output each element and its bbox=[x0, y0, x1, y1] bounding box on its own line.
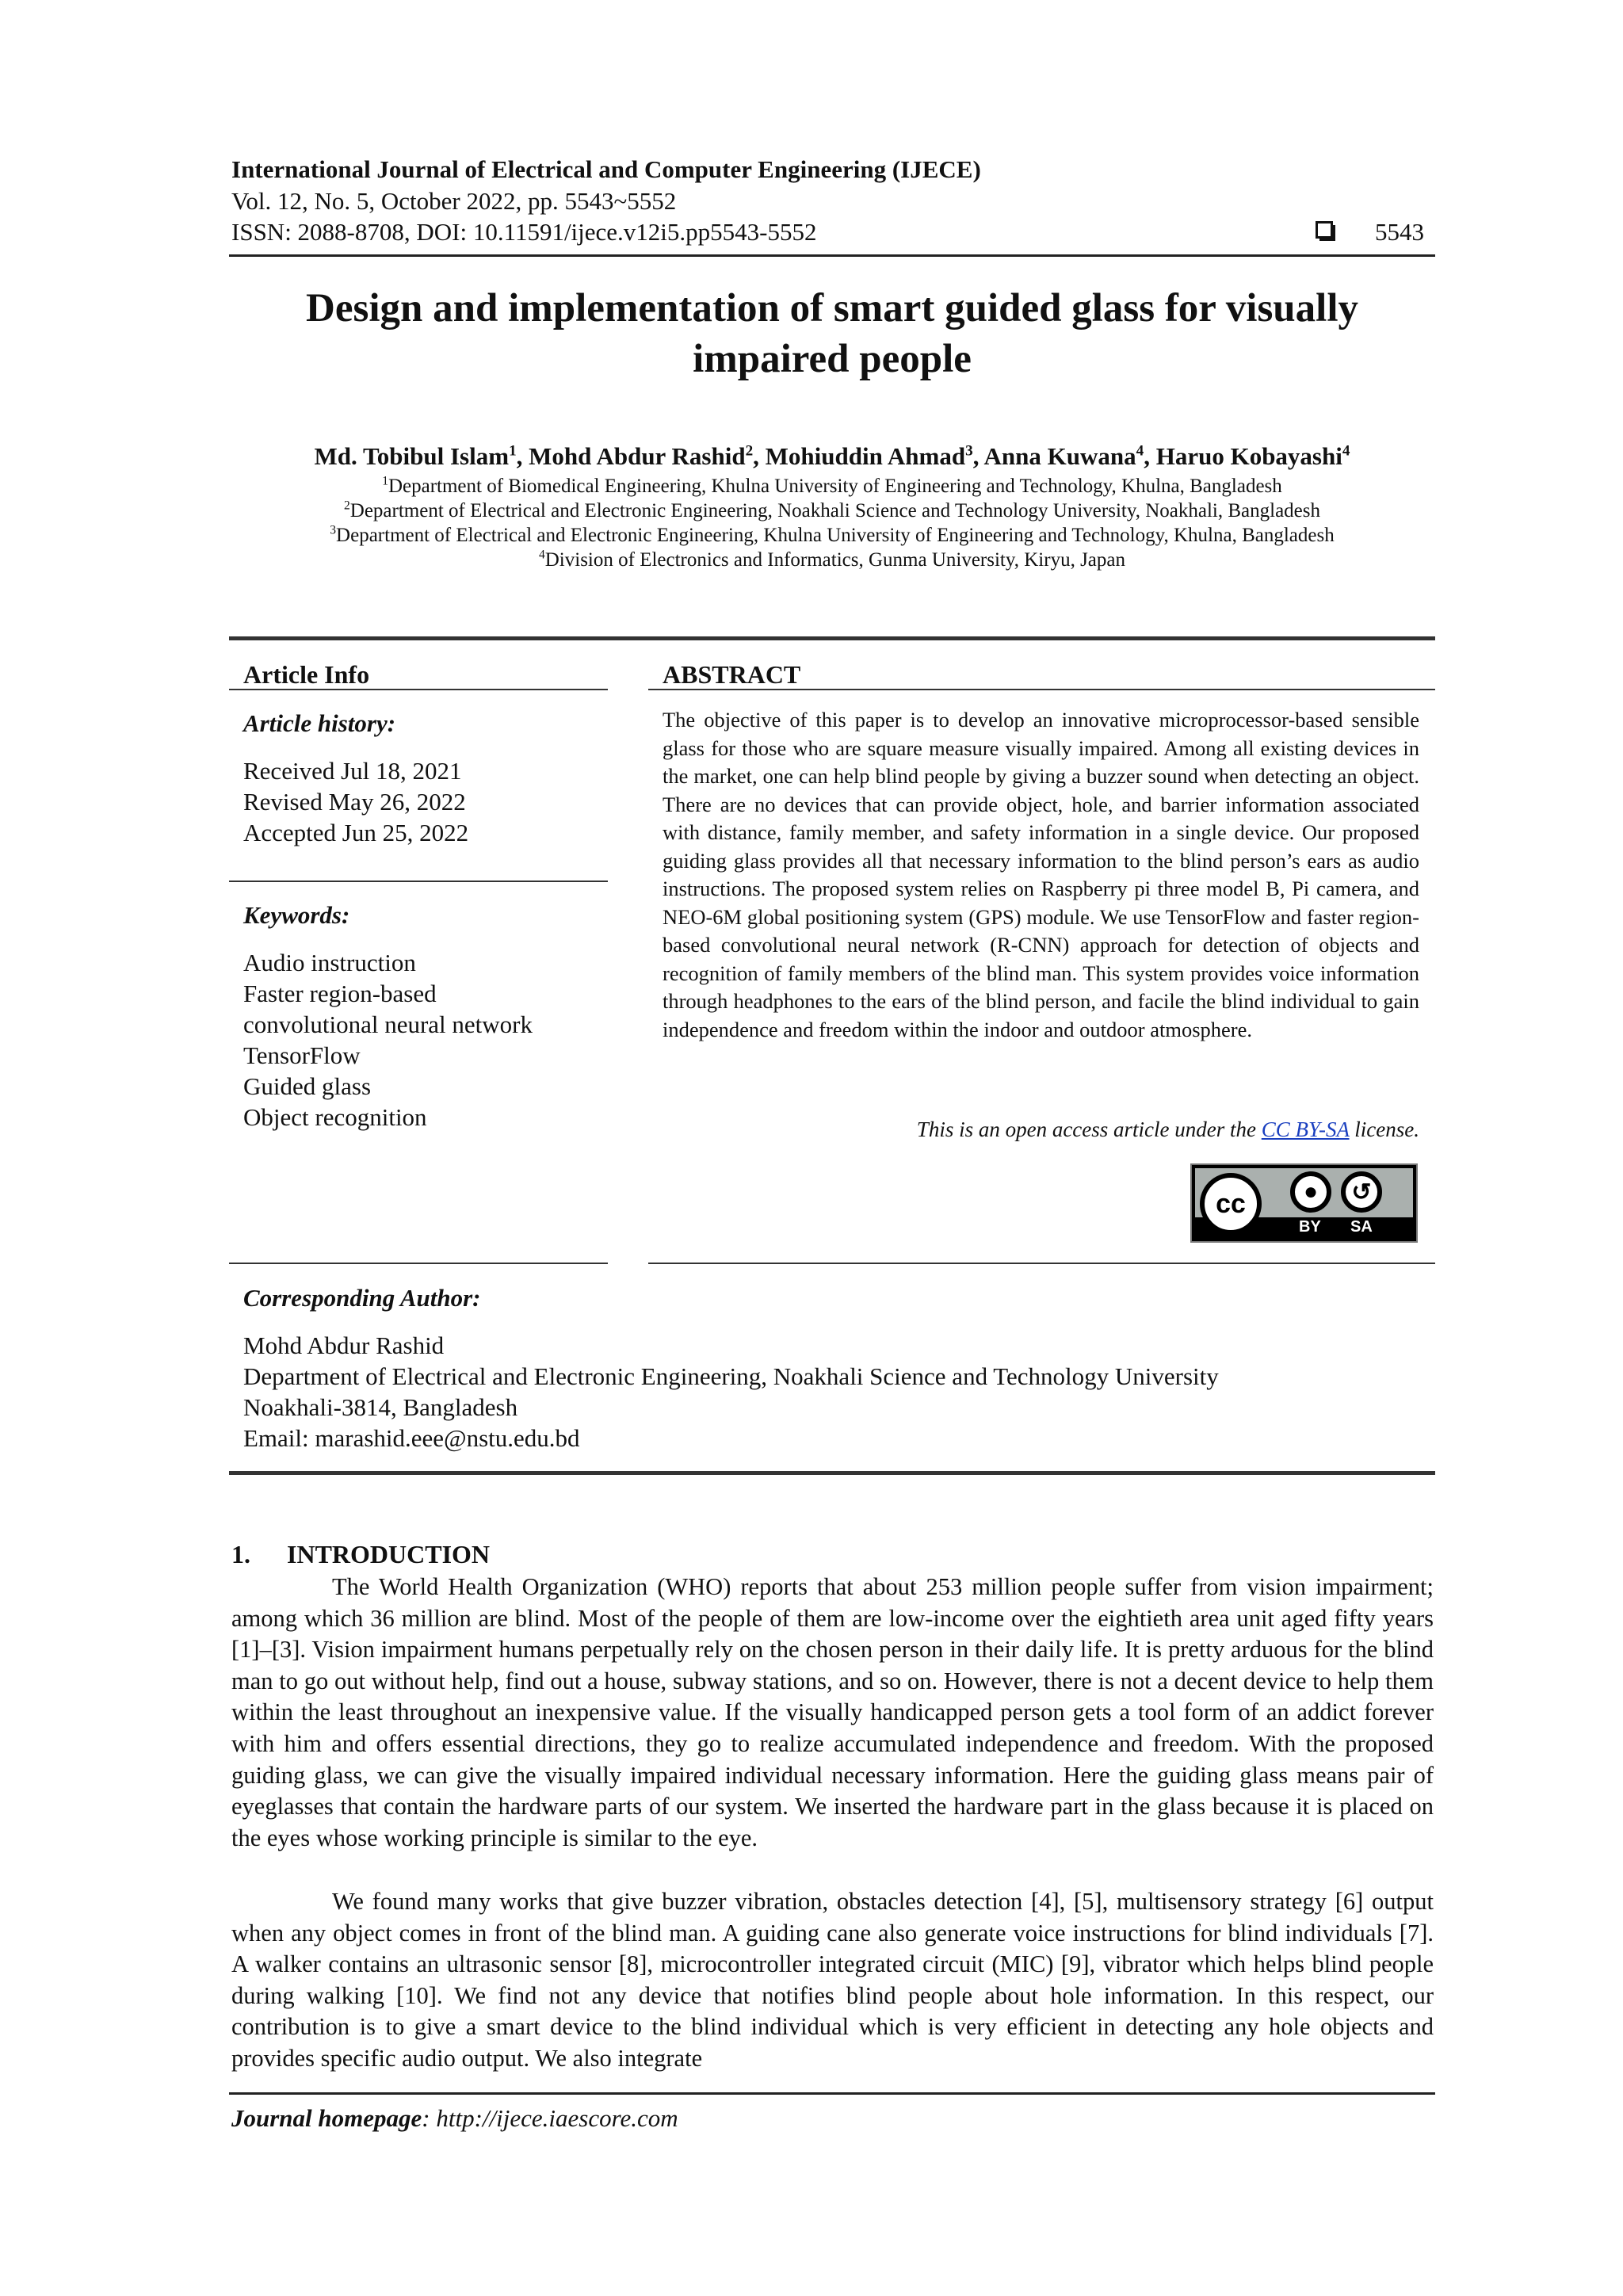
column-rule bbox=[229, 689, 608, 690]
keyword: Audio instruction bbox=[243, 949, 416, 976]
license-link[interactable]: CC BY-SA bbox=[1261, 1117, 1350, 1141]
corresponding-line: Noakhali-3814, Bangladesh bbox=[243, 1393, 518, 1421]
intro-paragraph: We found many works that give buzzer vibration, obstacles detection [4], [5], multisensory strategy [6] output when any object comes in front of the blind man. A guiding cane also generate voice instructions for blind individuals [7]. A walker contains an ultrasonic sensor [8], microcontroller integrated circuit (MIC) [9], vibrator which helps blind people during walking [10]. We find not any device that notifies blind people about hole information. In this respect, our contribution is to give a smart device to the blind individual which is very efficient in detecting any hole objects and provides specific audio output. We also integrate bbox=[231, 1888, 1434, 2072]
column-rule bbox=[648, 689, 1435, 690]
person-icon: ● bbox=[1290, 1171, 1331, 1213]
by-label: BY bbox=[1299, 1218, 1321, 1236]
history-entry: Revised May 26, 2022 bbox=[243, 788, 466, 816]
keyword: convolutional neural network bbox=[243, 1010, 533, 1038]
keyword: Guided glass bbox=[243, 1072, 372, 1100]
history-entry: Accepted Jun 25, 2022 bbox=[243, 819, 469, 846]
affiliation: $^4$Division of Electronics and Informatics, Gunma University, Kiryu, Japan bbox=[539, 548, 1125, 571]
paper-title bbox=[229, 283, 1435, 384]
author: Md. Tobibul Islam$^1$ bbox=[314, 442, 517, 470]
column-rule bbox=[229, 1263, 608, 1264]
corresponding-line: Mohd Abdur Rashid bbox=[243, 1331, 445, 1359]
section-divider bbox=[229, 1471, 1435, 1475]
section-number: 1. bbox=[231, 1540, 250, 1568]
history-entry: Received Jul 18, 2021 bbox=[243, 757, 462, 785]
author-list: Md. Tobibul Islam$^1$, Mohd Abdur Rashid$^2$, Mohiuddin Ahmad$^3$, Anna Kuwana$^4$, Haruo Kobayashi$^4$ bbox=[314, 442, 1350, 470]
section-title: INTRODUCTION bbox=[287, 1540, 491, 1568]
intro-heading bbox=[231, 1540, 490, 1569]
abstract-heading: ABSTRACT bbox=[663, 660, 801, 689]
article-history-heading: Article history: bbox=[243, 709, 396, 737]
affiliation: $^2$Department of Electrical and Electronic Engineering, Noakhali Science and Technology University, Noakhali, Bangladesh bbox=[344, 499, 1320, 521]
affiliation: $^1$Department of Biomedical Engineering, Khulna University of Engineering and Technology, Khulna, Bangladesh bbox=[382, 474, 1282, 497]
cc-by-sa-badge[interactable] bbox=[1190, 1163, 1418, 1243]
corresponding-heading: Corresponding Author: bbox=[243, 1284, 481, 1312]
article-info-heading: Article Info bbox=[243, 660, 370, 689]
column-rule bbox=[648, 1263, 1435, 1264]
page-number: 5543 bbox=[1375, 218, 1424, 246]
keyword: Faster region-based bbox=[243, 980, 437, 1007]
share-alike-icon: ↺ bbox=[1341, 1171, 1382, 1213]
keyword-list bbox=[243, 947, 533, 1133]
paper-title-line: impaired people bbox=[693, 337, 972, 381]
journal-homepage: Journal homepage: http://ijece.iaescore.com bbox=[231, 2104, 678, 2132]
corresponding-details bbox=[243, 1330, 1219, 1454]
homepage-link[interactable]: : http://ijece.iaescore.com bbox=[422, 2104, 678, 2132]
keywords-heading: Keywords: bbox=[243, 901, 350, 929]
cc-icon: cc bbox=[1200, 1173, 1262, 1235]
issn-doi: ISSN: 2088-8708, DOI: 10.11591/ijece.v12i5.pp5543-5552 bbox=[231, 218, 817, 246]
paper-title-line: Design and implementation of smart guided glass for visually bbox=[306, 286, 1358, 330]
affiliation: $^3$Department of Electrical and Electronic Engineering, Khulna University of Engineering and Technology, Khulna, Bangladesh bbox=[330, 523, 1335, 546]
article-history bbox=[243, 755, 468, 848]
author: Haruo Kobayashi$^4$ bbox=[1155, 442, 1350, 470]
license-notice: This is an open access article under the CC BY-SA license. bbox=[916, 1117, 1419, 1141]
corresponding-line: Email: marashid.eee@nstu.edu.bd bbox=[243, 1424, 580, 1452]
keyword: TensorFlow bbox=[243, 1041, 361, 1069]
keyword: Object recognition bbox=[243, 1103, 427, 1131]
column-rule bbox=[229, 881, 608, 882]
author: Mohiuddin Ahmad$^3$ bbox=[765, 442, 973, 470]
sa-label: SA bbox=[1350, 1218, 1373, 1236]
section-divider bbox=[229, 636, 1435, 640]
author: Mohd Abdur Rashid$^2$ bbox=[529, 442, 754, 470]
square-box-icon bbox=[1316, 221, 1333, 239]
author: Anna Kuwana$^4$ bbox=[983, 442, 1144, 470]
footer-rule bbox=[229, 2092, 1435, 2095]
header-rule bbox=[229, 254, 1435, 257]
volume-info: Vol. 12, No. 5, October 2022, pp. 5543~5552 bbox=[231, 187, 677, 215]
intro-paragraph: The World Health Organization (WHO) reports that about 253 million people suffer from vision impairment; among which 36 million are blind. Most of the people of them are low-income over the eightieth area unit aged fifty years [1]–[3]. Vision impairment humans perpetually rely on the chosen person in their daily life. It is pretty arduous for the blind man to go out without help, find out a house, subway stations, and so on. However, there is not a decent device to help them within the least throughout an inexpensive value. If the visually handicapped person gets a tool form of an addict forever with him and offers essential directions, they go to realize accumulated independence and freedom. With the proposed guiding glass, we can give the visually impaired individual necessary information. Here the guiding glass means pair of eyeglasses that contain the hardware parts of our system. We inserted the hardware part in the glass because it is placed on the eyes whose working principle is similar to the eye. bbox=[231, 1573, 1434, 1851]
abstract-text: The objective of this paper is to develop an innovative microprocessor-based sensible glass for those who are square measure visually impaired. Among all existing devices in the market, one can help blind people by giving a buzzer sound when detecting an object. There are no devices that can provide object, hole, and barrier information associated with distance, family member, and safety information in a single device. Our proposed guiding glass provides all that necessary information to the blind person’s ears as audio instructions. The proposed system relies on Raspberry pi three model B, Pi camera, and NEO-6M global positioning system (GPS) module. We use TensorFlow and faster region-based convolutional neural network (R-CNN) approach for detection of objects and recognition of family members of the blind man. This system provides voice information through headphones to the ears of the blind person, and facile the blind individual to gain independence and freedom within the indoor and outdoor atmosphere. bbox=[663, 708, 1419, 1041]
journal-name: International Journal of Electrical and Computer Engineering (IJECE) bbox=[231, 155, 981, 183]
corresponding-line: Department of Electrical and Electronic Engineering, Noakhali Science and Technology University bbox=[243, 1362, 1219, 1390]
